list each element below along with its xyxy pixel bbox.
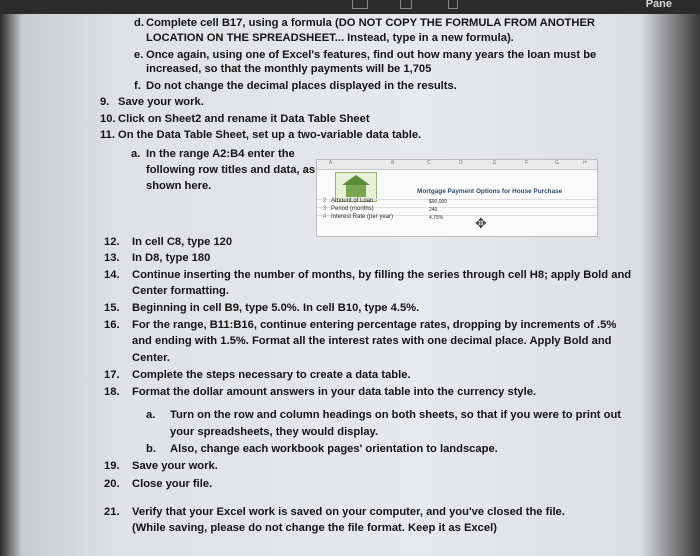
instruction-text: Click on Sheet2 and rename it Data Table Sheet: [118, 113, 370, 125]
sheet-row: 3 Period (months): [323, 206, 374, 212]
instruction-line: [146, 442, 498, 456]
list-marker: 17.: [104, 369, 120, 381]
col-d: D: [459, 160, 463, 166]
list-marker: 11.: [100, 129, 115, 141]
sheet-value: $90,000: [429, 199, 448, 205]
instruction-text: your spreadsheets, they would display.: [170, 426, 379, 438]
toolbar-icon: [352, 0, 368, 9]
sheet-value: 240: [429, 207, 438, 213]
list-marker: 19.: [104, 460, 120, 472]
instruction-line: [104, 368, 411, 382]
col-e: E: [493, 160, 497, 166]
list-marker: a.: [131, 148, 141, 160]
cell-cursor-icon: ✥: [475, 215, 487, 231]
instruction-line: [131, 179, 211, 193]
instruction-text: Center formatting.: [132, 285, 229, 297]
instruction-text: Continue inserting the number of months, by filling the series through cell H8; apply Bold and: [132, 269, 632, 281]
sheet-title: Mortgage Payment Options for House Purchase: [417, 188, 563, 195]
instruction-line: [146, 425, 378, 439]
sheet-row: 4 Interest Rate (per year): [323, 214, 394, 220]
instruction-text: Do not change the decimal places displayed in the results.: [146, 80, 457, 92]
col-h: H: [583, 160, 587, 166]
embedded-spreadsheet-image: [316, 159, 598, 237]
instruction-line: [134, 79, 457, 93]
list-marker: 13.: [104, 252, 120, 264]
instruction-text: Save your work.: [118, 96, 204, 108]
instruction-line: [100, 112, 370, 126]
instruction-text: Once again, using one of Excel's features, find out how many years the loan must be: [146, 49, 597, 61]
instruction-line: [104, 385, 536, 399]
instruction-line: [100, 95, 204, 109]
sheet-value: 4.75%: [429, 215, 444, 221]
pane-label: Pane: [645, 0, 672, 10]
instruction-line: [146, 408, 621, 422]
instruction-line: [134, 16, 595, 30]
list-marker: 12.: [104, 236, 120, 248]
instruction-text: Turn on the row and column headings on both sheets, so that if you were to print out: [170, 409, 622, 421]
list-marker: 15.: [104, 302, 120, 314]
instruction-line: [104, 334, 612, 348]
col-g: G: [555, 160, 559, 166]
instruction-line: [104, 284, 229, 298]
sort-icon: [400, 0, 412, 9]
instruction-line: [104, 268, 631, 282]
instruction-text: Center.: [132, 352, 170, 364]
instruction-text: (While saving, please do not change the file format. Keep it as Excel): [132, 522, 497, 534]
list-marker: 9.: [100, 96, 110, 108]
instruction-text: Format the dollar amount answers in your data table into the currency style.: [132, 386, 537, 398]
instruction-text: increased, so that the monthly payments will be 1,705: [146, 63, 432, 75]
instruction-text: LOCATION ON THE SPREADSHEET... Instead, type in a new formula).: [146, 32, 514, 44]
instruction-text: following row titles and data, as: [146, 164, 316, 176]
instruction-line: [104, 251, 210, 265]
list-marker: b.: [146, 443, 156, 455]
excel-title-bar: [0, 0, 700, 14]
instruction-line: [131, 147, 295, 161]
list-marker: 21.: [104, 506, 120, 518]
list-marker: 16.: [104, 319, 120, 331]
list-marker: 18.: [104, 386, 120, 398]
instruction-text: In cell C8, type 120: [132, 236, 233, 248]
col-a: A: [329, 160, 333, 166]
instruction-text: Complete cell B17, using a formula (DO NOT COPY THE FORMULA FROM ANOTHER: [146, 17, 595, 29]
instruction-text: Save your work.: [132, 460, 218, 472]
instruction-line: [134, 48, 596, 62]
col-b: B: [391, 160, 395, 166]
instruction-text: Close your file.: [132, 478, 213, 490]
list-marker: 10.: [100, 113, 116, 125]
col-f: F: [525, 160, 529, 166]
list-marker: 14.: [104, 269, 120, 281]
instruction-text: Also, change each workbook pages' orientation to landscape.: [170, 443, 498, 455]
list-marker: e.: [134, 49, 144, 61]
instruction-line: [104, 505, 565, 519]
instruction-text: In the range A2:B4 enter the: [146, 148, 295, 160]
list-marker: 20.: [104, 478, 120, 490]
instruction-text: and ending with 1.5%. Format all the interest rates with one decimal place. Apply Bold and: [132, 335, 612, 347]
instruction-line: [104, 521, 497, 535]
instruction-line: [131, 163, 315, 177]
list-marker: f.: [134, 80, 141, 92]
list-marker: a.: [146, 409, 156, 421]
instruction-text: shown here.: [146, 180, 212, 192]
instruction-line: [104, 301, 419, 315]
sheet-row: 2 Amount of Loan: [323, 198, 374, 204]
instruction-line: [100, 128, 421, 142]
instruction-text: For the range, B11:B16, continue entering percentage rates, dropping by increments of .5%: [132, 319, 617, 331]
instruction-line: [104, 235, 232, 249]
instruction-line: [104, 459, 218, 473]
filter-icon: [448, 0, 458, 9]
instruction-text: Beginning in cell B9, type 5.0%. In cell B10, type 4.5%.: [132, 302, 420, 314]
instruction-line: [134, 62, 431, 76]
instruction-text: On the Data Table Sheet, set up a two-variable data table.: [118, 129, 422, 141]
instruction-text: In D8, type 180: [132, 252, 211, 264]
list-marker: d.: [134, 17, 144, 29]
instruction-text: Verify that your Excel work is saved on your computer, and you've closed the file.: [132, 506, 565, 518]
instruction-line: [134, 31, 514, 45]
instruction-line: [104, 318, 616, 332]
col-c: C: [427, 160, 431, 166]
column-headers: [317, 160, 597, 170]
instruction-line: [104, 477, 212, 491]
instruction-line: [104, 351, 170, 365]
instruction-text: Complete the steps necessary to create a data table.: [132, 369, 411, 381]
